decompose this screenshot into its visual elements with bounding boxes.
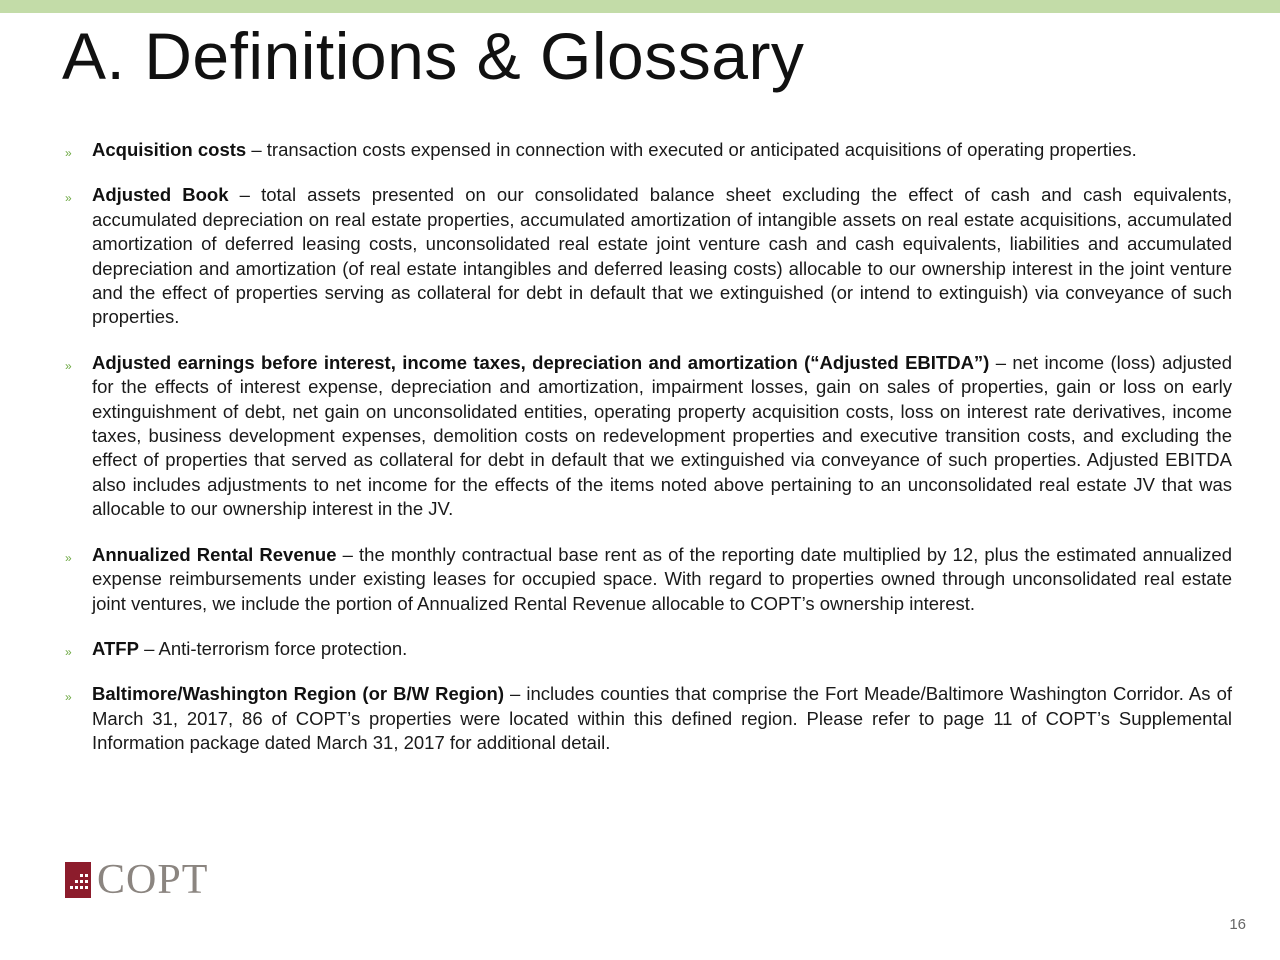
bullet-icon: » [65, 358, 72, 373]
glossary-entry-text [92, 543, 1232, 616]
glossary-definition: – net income (loss) adjusted for the effects of interest expense, depreciation and amortization, impairment losses, gain on sales of properties, gain or loss on early extinguishment of debt, net gain on unconsolidated entities, operating property acquisition costs, loss on interest rate derivatives, income taxes, business development expenses, demolition costs on redevelopment properties and executive transition costs, and excluding the effect of properties that served as collateral for debt in default that we extinguished via conveyance of such properties. Adjusted EBITDA also includes adjustments to net income for the effects of the items noted above pertaining to an unconsolidated real estate JV that was allocable to our ownership interest in the JV. [92, 351, 1232, 520]
bullet-icon: » [65, 644, 72, 659]
glossary-list [62, 138, 1232, 777]
glossary-entry-adjusted-book [62, 183, 1232, 329]
glossary-term: Annualized Rental Revenue [92, 543, 337, 565]
glossary-definition: – total assets presented on our consolidated balance sheet excluding the effect of cash and cash equivalents, accumulated depreciation on real estate properties, accumulated amortization of intangible assets on real estate acquisitions, accumulated amortization of deferred leasing costs, unconsolidated real estate joint venture cash and cash equivalents, liabilities and accumulated depreciation and amortization (of real estate intangibles and deferred leasing costs) allocable to our ownership interest in the joint venture and the effect of properties serving as collateral for debt in default that we extinguished (or intend to extinguish) via conveyance of such properties. [92, 184, 1233, 328]
glossary-entry-atfp [62, 637, 1232, 661]
page-title: A. Definitions & Glossary [62, 19, 805, 93]
glossary-term: Baltimore/Washington Region (or B/W Region) [92, 683, 504, 705]
glossary-entry-text [92, 682, 1232, 755]
glossary-term: ATFP [92, 637, 139, 659]
bullet-icon: » [65, 191, 72, 206]
bullet-icon: » [65, 146, 72, 160]
glossary-entry-text [92, 351, 1232, 522]
glossary-term: Acquisition costs [92, 139, 247, 160]
glossary-entry-bw-region [62, 682, 1232, 755]
glossary-entry-acquisition-costs [62, 138, 1232, 162]
glossary-term: Adjusted Book [92, 184, 229, 206]
glossary-entry-text [92, 138, 1232, 162]
copt-logo [65, 857, 209, 903]
glossary-definition: – the monthly contractual base rent as of the reporting date multiplied by 12, plus the estimated annualized expense reimbursements under existing leases for occupied space. With regard to properties owned through unconsolidated real estate joint ventures, we include the portion of Annualized Rental Revenue allocable to COPT’s ownership interest. [92, 543, 1232, 614]
page-number: 16 [1229, 916, 1246, 933]
glossary-definition: – includes counties that comprise the Fort Meade/Baltimore Washington Corridor. As of March 31, 2017, 86 of COPT’s properties were located within this defined region. Please refer to page 11 of COPT’s Supplemental Information package dated March 31, 2017 for additional detail. [92, 683, 1232, 754]
glossary-definition: – transaction costs expensed in connection with executed or anticipated acquisitions of operating properties. [246, 139, 1137, 160]
glossary-entry-text [92, 637, 1232, 661]
glossary-entry-text [92, 183, 1232, 329]
bullet-icon: » [65, 550, 72, 565]
glossary-entry-adjusted-ebitda [62, 351, 1232, 522]
glossary-entry-annualized-rental-revenue [62, 543, 1232, 616]
glossary-term: Adjusted earnings before interest, income taxes, depreciation and amortization (“Adjusted EBITDA”) [92, 351, 990, 373]
copt-logo-text: COPT [97, 857, 209, 903]
copt-logo-mark-icon [65, 862, 91, 898]
bullet-icon: » [65, 690, 72, 705]
glossary-definition: – Anti-terrorism force protection. [138, 637, 408, 659]
